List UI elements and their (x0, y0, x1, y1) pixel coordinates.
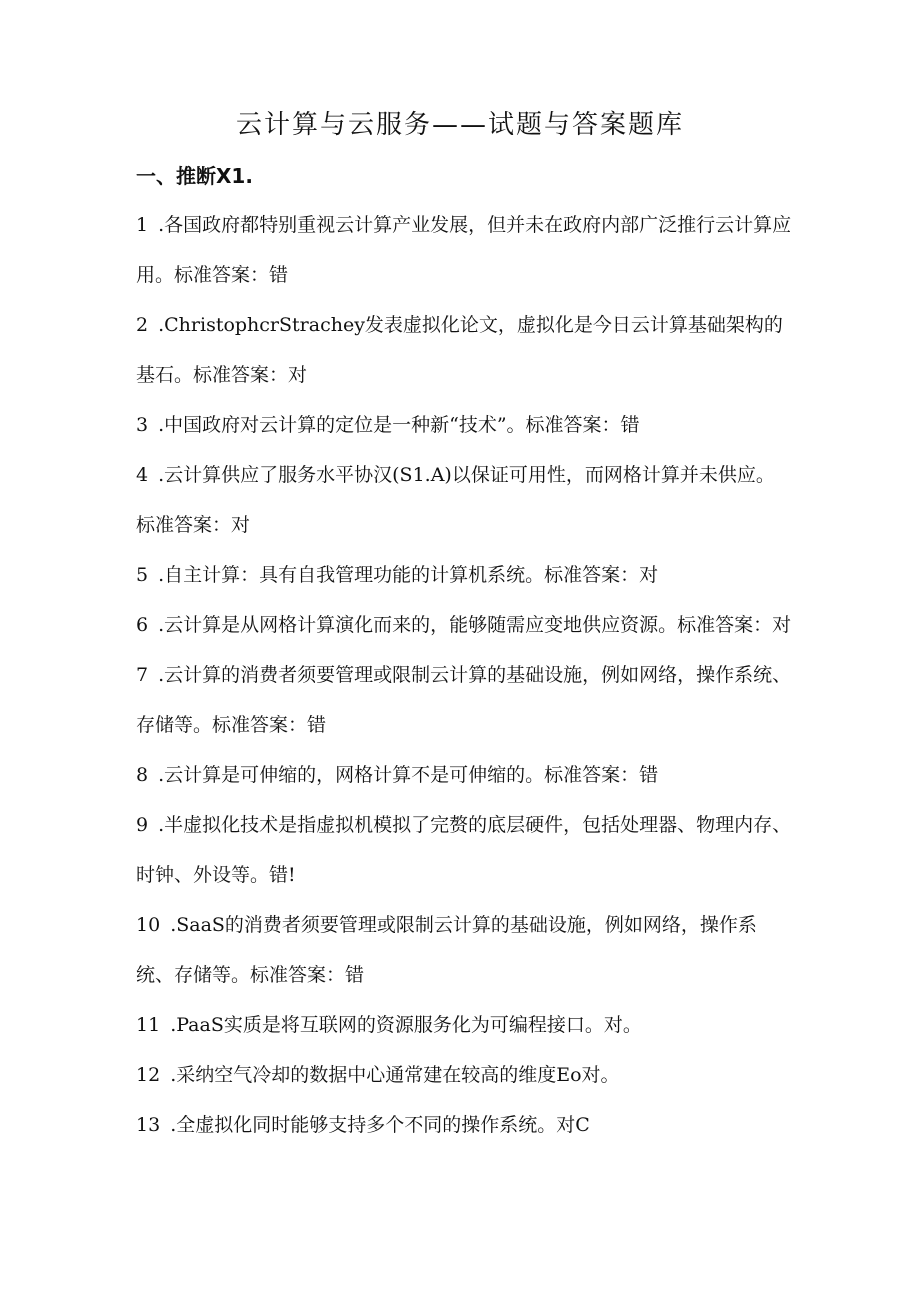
question-text: .SaaS的消费者须要管理或限制云计算的基础设施，例如网络，操作系统、存储等。标准答案：错 (136, 914, 757, 986)
question-text: .半虚拟化技术是指虚拟机模拟了完赘的底层硬件，包括处理器、物理内存、时钟、外设等。错! (136, 814, 792, 886)
question-item (136, 800, 792, 900)
question-number: 12 (136, 1064, 161, 1086)
question-text: .全虚拟化同时能够支持多个不同的操作系统。对C (170, 1114, 590, 1136)
question-number: 9 (136, 814, 149, 836)
question-item (136, 650, 792, 750)
question-text: .云计算供应了服务水平协汉(S1.A)以保证可用性，而网格计算并未供应。标准答案：对 (136, 464, 775, 536)
question-number: 4 (136, 464, 149, 486)
question-number: 3 (136, 414, 149, 436)
section-heading: 一、推断X1. (136, 164, 253, 188)
question-text: .PaaS实质是将互联网的资源服务化为可编程接口。对。 (170, 1014, 642, 1036)
question-item (136, 300, 792, 400)
question-item (136, 450, 792, 550)
question-number: 7 (136, 664, 149, 686)
question-number: 8 (136, 764, 149, 786)
question-item (136, 750, 792, 800)
question-item (136, 1050, 792, 1100)
question-item (136, 200, 792, 300)
question-number: 13 (136, 1114, 161, 1136)
question-text: .云计算的消费者须要管理或限制云计算的基础设施，例如网络，操作系统、存储等。标准答案：错 (136, 664, 792, 736)
question-number: 10 (136, 914, 161, 936)
document-title: 云计算与云服务——试题与答案题库 (235, 110, 684, 140)
question-number: 2 (136, 314, 149, 336)
question-number: 6 (136, 614, 149, 636)
question-text: .采纳空气冷却的数据中心通常建在较高的维度Eo对。 (170, 1064, 620, 1086)
question-item (136, 600, 792, 650)
question-item (136, 900, 792, 1000)
question-text: .自主计算：具有自我管理功能的计算机系统。标准答案：对 (158, 564, 659, 586)
question-item (136, 1000, 792, 1050)
question-number: 5 (136, 564, 149, 586)
question-text: .中国政府对云计算的定位是一种新“技术”。标准答案：错 (158, 414, 640, 436)
question-number: 11 (136, 1014, 161, 1036)
question-list (136, 200, 792, 1150)
question-text: .云计算是可伸缩的，网格计算不是可伸缩的。标准答案：错 (158, 764, 659, 786)
question-text: .ChristophcrStrachey发表虚拟化论文，虚拟化是今日云计算基础架构的基石。标准答案：对 (136, 314, 783, 386)
question-text: .云计算是从网格计算演化而来的，能够随需应变地供应资源。标准答案：对 (158, 614, 792, 636)
question-item (136, 1100, 792, 1150)
question-text: .各国政府都特别重视云计算产业发展，但并未在政府内部广泛推行云计算应用。标准答案：错 (136, 214, 792, 286)
question-item (136, 550, 792, 600)
question-number: 1 (136, 214, 149, 236)
question-item (136, 400, 792, 450)
